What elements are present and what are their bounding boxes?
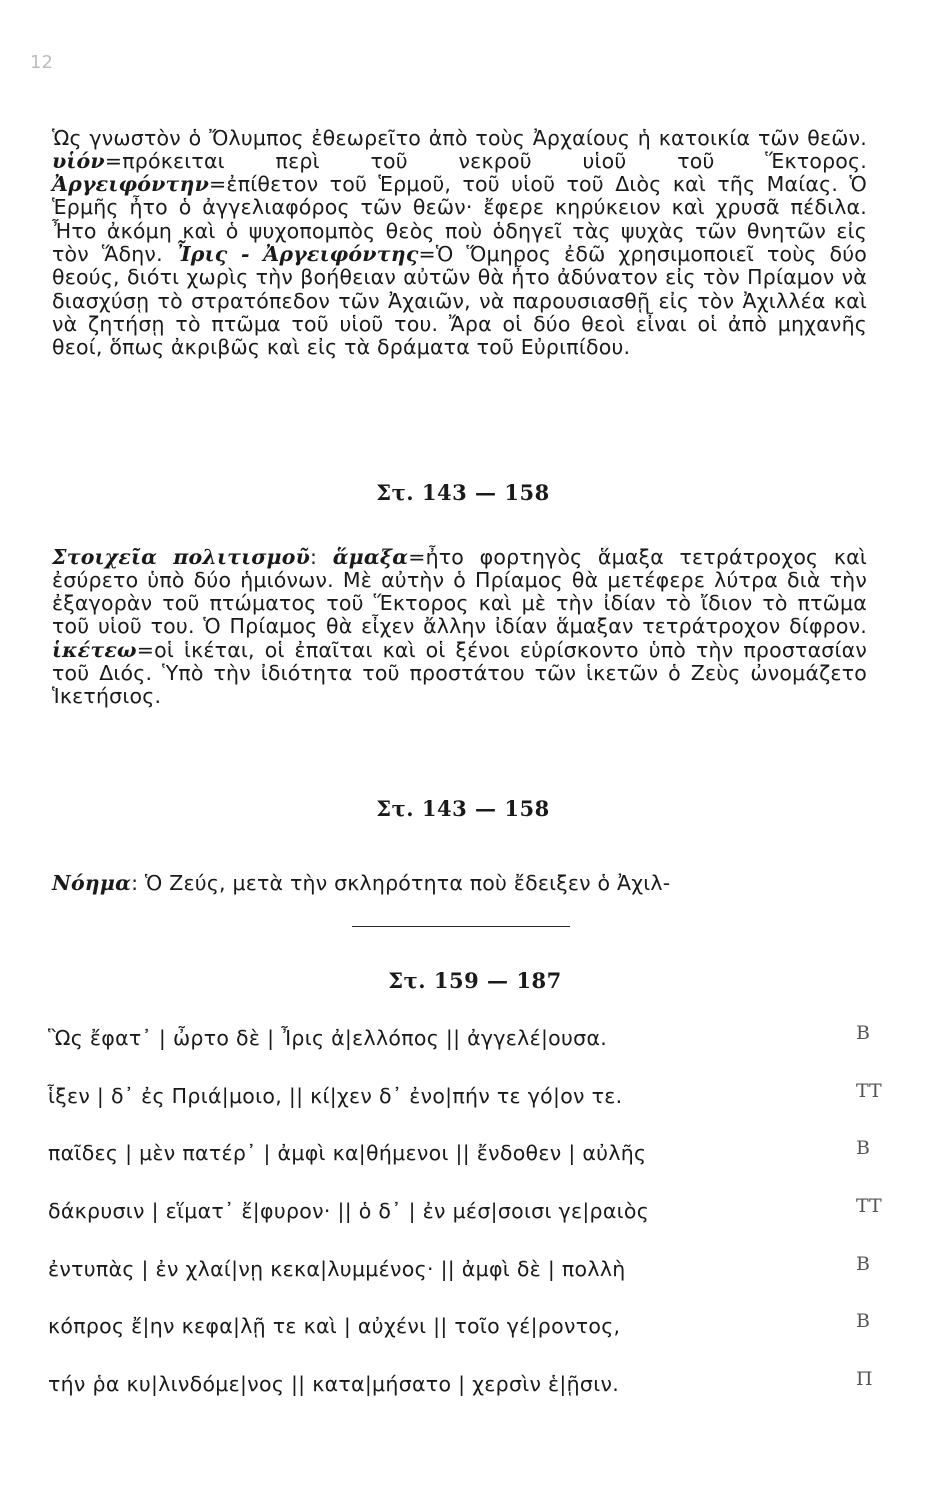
verse-line — [48, 1252, 888, 1315]
notes-paragraph — [52, 127, 867, 360]
verse-line — [48, 1195, 888, 1257]
term-emphasis: Στοιχεῖα πολιτισμοῦ — [52, 544, 311, 569]
paragraph-text: Ὡς γνωστὸν ὁ Ὄλυμπος ἐθεωρεῖτο ἀπὸ τοὺς Ἀρχαίους ἡ κατοικία τῶν θεῶν. — [52, 125, 867, 150]
verse-line — [48, 1368, 888, 1430]
term-emphasis: ἱκέτεω — [52, 637, 137, 662]
culture-paragraph — [52, 546, 867, 709]
verse-metric-mark: Β — [856, 1252, 871, 1275]
paragraph-text: : Ὁ Ζεύς, μετὰ τὴν σκληρότητα ποὺ ἔδειξεν ὁ Ἀχιλ- — [131, 870, 671, 895]
paragraph-text: =ἐπίθετον τοῦ Ἑρμοῦ, τοῦ υἱοῦ τοῦ Διὸς καὶ τῆς Μαίας. Ὁ Ἑρμῆς ἦτο ὁ ἀγγελιαφόρος τῶν θεῶν· ἔφερε κηρύκειον καὶ χρυσᾶ πέδιλα. Ἦτο ἀκόμη καὶ ὁ ψυχοπομπὸς θεὸς ποὺ ὁδηγεῖ τὰς ψυχὰς τῶν θνητῶν εἰς τὸν Ἅδην. — [52, 172, 867, 266]
paragraph-text: =Ὁ Ὅμηρος ἐδῶ χρησιμοποιεῖ τοὺς δύο θεούς, διότι χωρὶς τὴν βοήθειαν αὐτῶν θὰ ἦτο ἀδύνατον εἰς τὸν Πρίαμον νὰ διασχύσῃ τὸ στρατόπεδον τῶν Ἀχαιῶν, νὰ παρουσιασθῇ εἰς τὸν Ἀχιλλέα καὶ νὰ ζητήσῃ τὸ πτῶμα τοῦ υἱοῦ του. Ἄρα οἱ δύο θεοὶ εἶναι οἱ ἀπὸ μηχανῆς θεοί, ὅπως ἀκριβῶς καὶ εἰς τὰ δράματα τοῦ Εὐριπίδου. — [52, 241, 868, 360]
verse-text: δάκρυσιν | εἵματ᾿ ἔ|φυρον· || ὁ δ᾿ | ἐν μέσ|σοισι γε|ραιὸς — [48, 1199, 650, 1224]
term-emphasis: Ἶρις - Ἀργειφόντης — [175, 241, 419, 266]
verse-text: κόπρος ἔ|ην κεφα|λῇ τε καὶ | αὐχένι || τοῖο γέ|ροντος, — [48, 1314, 621, 1339]
paragraph-text: =οἱ ἱκέται, οἱ ἐπαῖται καὶ οἱ ξένοι εὑρίσκοντο ὑπὸ τὴν προστασίαν τοῦ Διός. Ὑπὸ τὴν ἰδιότητα τοῦ προστάτου τῶν ἱκετῶν ὁ Ζεὺς ὠνομάζετο Ἱκετήσιος. — [52, 637, 867, 709]
verse-range-heading: Στ. 159 — 187 — [388, 968, 562, 993]
paragraph-text: =πρόκειται περὶ τοῦ νεκροῦ υἱοῦ τοῦ Ἕκτορος. — [104, 148, 867, 173]
verse-metric-mark: Π — [856, 1368, 873, 1391]
paragraph-text: : — [310, 544, 333, 569]
section-divider — [352, 926, 570, 927]
verse-text: παῖδες | μὲν πατέρ᾿ | ἀμφὶ κα|θήμενοι || ἔνδοθεν | αὐλῆς — [48, 1141, 647, 1166]
verse-line — [48, 1079, 888, 1142]
verse-range-heading: Στ. 143 — 158 — [376, 796, 550, 821]
term-emphasis: Ἀργειφόντην — [52, 172, 210, 197]
verse-metric-mark: Β — [856, 1310, 871, 1333]
verse-text: τήν ῥα κυ|λινδόμε|νος || κατα|μήσατο | χερσὶν ἑ|ῇσιν. — [48, 1372, 620, 1397]
verse-text: ἷξεν | δ᾿ ἐς Πριά|μοιο, || κί|χεν δ᾿ ἐνο|πήν τε γό|ον τε. — [48, 1083, 623, 1108]
verse-line — [48, 1137, 888, 1199]
verse-metric-mark: Β — [856, 1022, 871, 1044]
term-emphasis: ἅμαξα — [332, 544, 409, 569]
verse-metric-mark: Β — [856, 1137, 871, 1160]
verse-text: ἐντυπὰς | ἐν χλαί|νῃ κεκα|λυμμένος· || ἀμφὶ δὲ | πολλὴ — [48, 1256, 626, 1281]
verse-line — [48, 1310, 888, 1372]
term-emphasis: Νόημα — [52, 870, 132, 895]
paragraph-text: =ἦτο φορτηγὸς ἅμαξα τετράτροχος καὶ ἐσύρετο ὑπὸ δύο ἡμιόνων. Μὲ αὐτὴν ὁ Πρίαμος θὰ μετέφερε λύτρα διὰ τὴν ἐξαγορὰν τοῦ πτώματος τοῦ Ἕκτορος καὶ μὲ τὴν ἰδίαν τὸ ἴδιον τὸ πτῶμα τοῦ υἱοῦ του. Ὁ Πρίαμος θὰ εἶχεν ἄλλην ἰδίαν ἅμαξαν τετράτροχον δίφρον. — [52, 544, 867, 639]
term-emphasis: υἱόν — [52, 148, 105, 173]
verse-list — [48, 1022, 888, 1430]
meaning-paragraph — [52, 872, 867, 895]
verse-metric-mark: ΤΤ — [856, 1195, 882, 1218]
verse-line — [48, 1022, 888, 1084]
verse-text: Ὣς ἔφατ᾿ | ὦρτο δὲ | Ἶρις ἀ|ελλόπος || ἀγγελέ|ουσα. — [48, 1026, 608, 1050]
verse-metric-mark: ΤΤ — [856, 1079, 882, 1102]
page-corner-mark: 12 — [30, 52, 53, 73]
verse-range-heading: Στ. 143 — 158 — [376, 480, 550, 505]
